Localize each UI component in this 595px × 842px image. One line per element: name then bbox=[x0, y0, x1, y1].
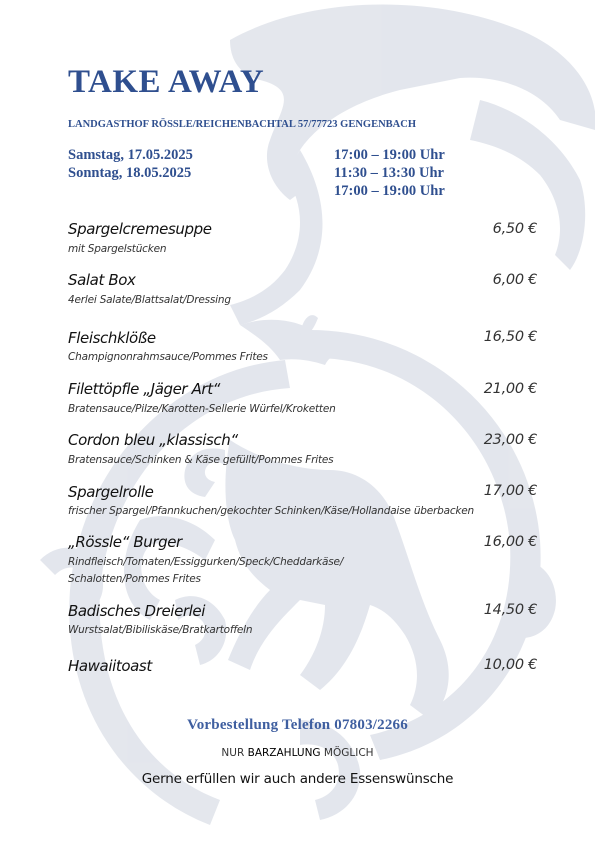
menu-item-name: Badisches Dreierlei bbox=[68, 602, 206, 620]
payment-note-emphasis: BARZAHLUNG bbox=[247, 747, 321, 759]
menu-item-name: Hawaiitoast bbox=[68, 657, 152, 675]
menu-item-price: 17,00 € bbox=[483, 483, 537, 499]
menu-item-price: 23,00 € bbox=[483, 432, 537, 448]
menu-item-name: Fleischklöße bbox=[68, 329, 156, 347]
menu-item-price: 14,50 € bbox=[483, 602, 537, 618]
schedule-day-saturday: Samstag, 17.05.2025 bbox=[68, 147, 193, 163]
menu-item-description: Bratensauce/Schinken & Käse gefüllt/Pommes Frites bbox=[68, 454, 334, 466]
menu-item-description: mit Spargelstücken bbox=[68, 243, 167, 255]
address-line: LANDGASTHOF RÖSSLE/REICHENBACHTAL 57/77723 GENGENBACH bbox=[68, 119, 417, 130]
schedule-time-3: 17:00 – 19:00 Uhr bbox=[334, 183, 445, 199]
payment-note bbox=[0, 747, 595, 759]
payment-note-prefix: NUR bbox=[221, 747, 248, 759]
closing-note: Gerne erfüllen wir auch andere Essenswünsche bbox=[141, 771, 454, 787]
menu-item-name: Spargelrolle bbox=[68, 483, 154, 501]
menu-item-price: 10,00 € bbox=[483, 657, 537, 673]
menu-item-name: Salat Box bbox=[68, 271, 136, 289]
menu-item-description-line-2: Schalotten/Pommes Frites bbox=[68, 573, 201, 585]
menu-item-price: 21,00 € bbox=[483, 381, 537, 397]
menu-item-description: frischer Spargel/Pfannkuchen/gekochter Schinken/Käse/Hollandaise überbacken bbox=[68, 505, 474, 517]
menu-item-price: 6,50 € bbox=[492, 221, 537, 237]
preorder-phone: Vorbestellung Telefon 07803/2266 bbox=[187, 717, 408, 733]
schedule-time-2: 11:30 – 13:30 Uhr bbox=[334, 165, 444, 181]
menu-item-description: Champignonrahmsauce/Pommes Frites bbox=[68, 351, 268, 363]
page-title: TAKE AWAY bbox=[68, 64, 265, 100]
menu-item-name: Spargelcremesuppe bbox=[68, 220, 212, 238]
schedule-time-1: 17:00 – 19:00 Uhr bbox=[334, 147, 445, 163]
menu-item-description: Bratensauce/Pilze/Karotten-Sellerie Würfel/Kroketten bbox=[68, 403, 336, 415]
menu-item-name: Filettöpfle „Jäger Art“ bbox=[68, 380, 221, 398]
menu-item-price: 16,00 € bbox=[483, 534, 537, 550]
schedule-day-sunday: Sonntag, 18.05.2025 bbox=[68, 165, 192, 181]
menu-item-price: 16,50 € bbox=[483, 329, 537, 345]
menu-item-description: 4erlei Salate/Blattsalat/Dressing bbox=[68, 294, 231, 306]
menu-item-name: „Rössle“ Burger bbox=[68, 533, 182, 551]
menu-item-description: Wurstsalat/Bibiliskäse/Bratkartoffeln bbox=[68, 624, 253, 636]
menu-item-name: Cordon bleu „klassisch“ bbox=[68, 431, 238, 449]
menu-item-price: 6,00 € bbox=[492, 272, 537, 288]
menu-item-description: Rindfleisch/Tomaten/Essiggurken/Speck/Cheddarkäse/ bbox=[68, 556, 344, 568]
payment-note-suffix: MÖGLICH bbox=[320, 747, 374, 759]
